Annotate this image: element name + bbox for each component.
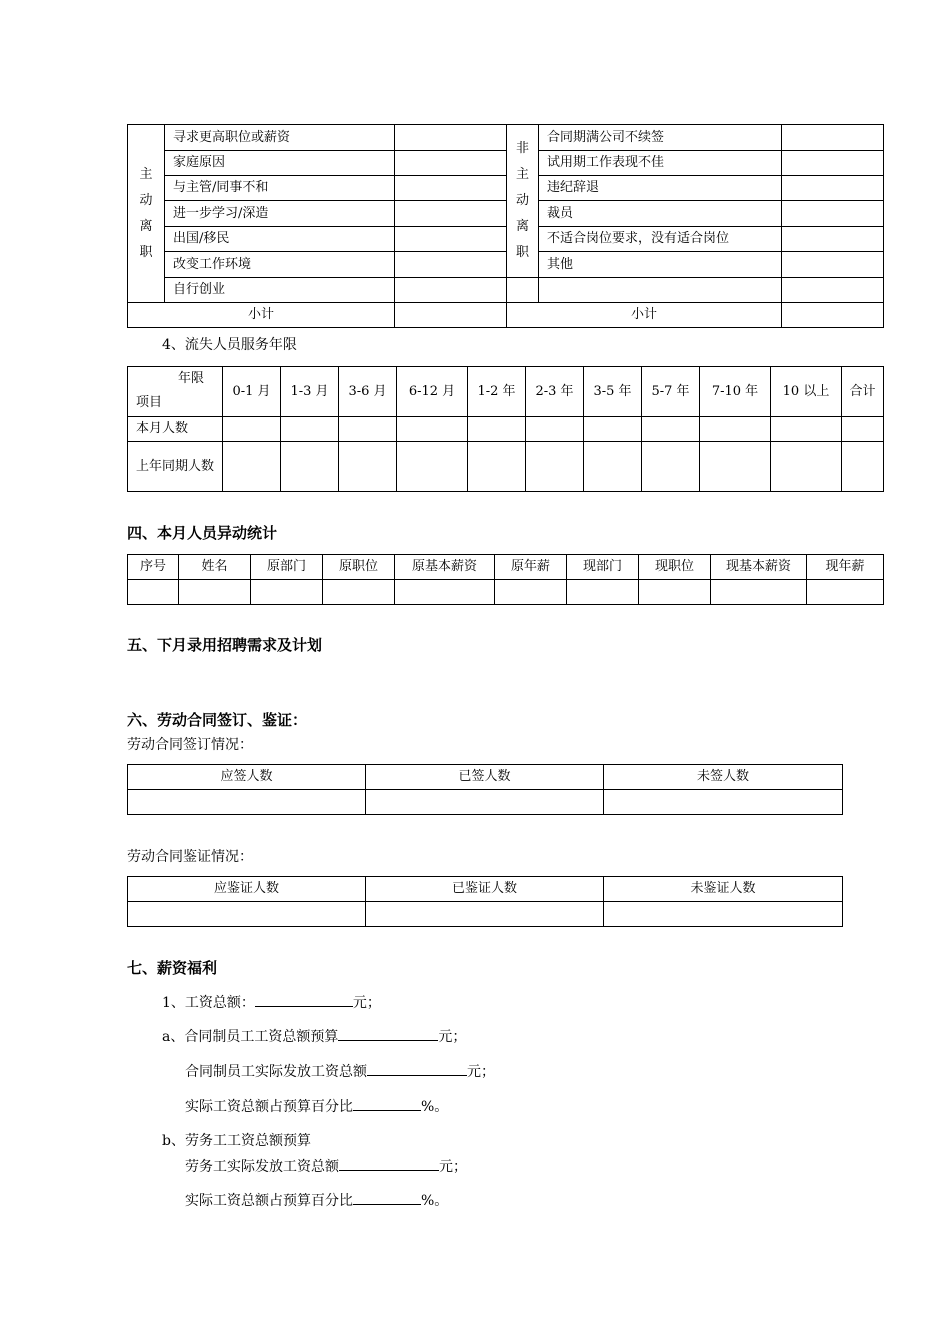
column-header: 合计: [842, 367, 884, 417]
reason-item: 合同期满公司不续签: [539, 125, 782, 151]
data-cell[interactable]: [366, 790, 604, 815]
data-cell[interactable]: [397, 417, 468, 442]
column-header: 1-3 月: [281, 367, 339, 417]
service-years-heading: 4、流失人员服务年限: [162, 337, 297, 353]
empty-cell: [507, 278, 539, 303]
reason-item: 出国/移民: [165, 227, 395, 252]
labor-percent-label: 实际工资总额占预算百分比: [185, 1193, 353, 1209]
contract-sign-table: [127, 764, 843, 815]
data-cell[interactable]: [128, 902, 366, 927]
column-header: 7-10 年: [700, 367, 771, 417]
voluntary-label: 主 动 离 职: [128, 125, 165, 303]
data-cell[interactable]: [842, 442, 884, 492]
contract-budget-label: a、合同制员工工资总额预算: [162, 1029, 339, 1045]
row-header: 本月人数: [128, 417, 223, 442]
salary-line-a3: [185, 1096, 448, 1116]
column-header: 已签人数: [366, 765, 604, 790]
column-header: 1-2 年: [468, 367, 526, 417]
column-header: 现职位: [639, 555, 711, 580]
contract-percent-blank[interactable]: [353, 1096, 421, 1111]
data-cell[interactable]: [495, 580, 567, 605]
reason-item: 试用期工作表现不佳: [539, 151, 782, 176]
section5-title: 五、下月录用招聘需求及计划: [127, 636, 323, 654]
reason-count-cell[interactable]: [395, 252, 507, 278]
verify-status-label: 劳动合同鉴证情况：: [127, 849, 253, 865]
data-cell[interactable]: [642, 417, 700, 442]
column-header: 5-7 年: [642, 367, 700, 417]
column-header: 现年薪: [807, 555, 884, 580]
reason-item: 寻求更高职位或薪资: [165, 125, 395, 151]
contract-verify-table: [127, 876, 843, 927]
column-header: 0-1 月: [223, 367, 281, 417]
column-header: 原职位: [323, 555, 395, 580]
column-header: 10 以上: [771, 367, 842, 417]
data-cell[interactable]: [251, 580, 323, 605]
data-cell[interactable]: [223, 442, 281, 492]
labor-actual-blank[interactable]: [339, 1156, 439, 1171]
column-header: 6-12 月: [397, 367, 468, 417]
total-salary-blank[interactable]: [255, 992, 353, 1007]
column-header: 未鉴证人数: [604, 877, 843, 902]
data-cell[interactable]: [339, 417, 397, 442]
reason-count-cell[interactable]: [395, 201, 507, 227]
data-cell[interactable]: [281, 442, 339, 492]
section6-title: 六、劳动合同签订、鉴证：: [127, 711, 308, 729]
subtotal-label: 小计: [128, 303, 395, 328]
departure-reasons-table: [127, 124, 884, 328]
column-header: 序号: [128, 555, 179, 580]
data-cell[interactable]: [468, 442, 526, 492]
data-cell[interactable]: [584, 442, 642, 492]
reason-item: 改变工作环境: [165, 252, 395, 278]
personnel-change-table: [127, 554, 884, 605]
reason-count-cell[interactable]: [782, 125, 884, 151]
data-cell[interactable]: [771, 417, 842, 442]
data-cell[interactable]: [526, 417, 584, 442]
column-header: 现基本薪资: [711, 555, 807, 580]
column-header: 3-6 月: [339, 367, 397, 417]
subtotal-cell[interactable]: [782, 303, 884, 328]
data-cell[interactable]: [281, 417, 339, 442]
column-header: 2-3 年: [526, 367, 584, 417]
reason-item: 自行创业: [165, 278, 395, 303]
data-cell[interactable]: [223, 417, 281, 442]
reason-count-cell[interactable]: [782, 252, 884, 278]
data-cell[interactable]: [700, 417, 771, 442]
data-cell[interactable]: [604, 790, 843, 815]
unit-yuan: 元；: [438, 1029, 467, 1045]
reason-count-cell[interactable]: [782, 201, 884, 227]
data-cell[interactable]: [642, 442, 700, 492]
column-header: 3-5 年: [584, 367, 642, 417]
reason-count-cell[interactable]: [395, 278, 507, 303]
salary-line-b: [162, 1130, 311, 1150]
data-cell[interactable]: [323, 580, 395, 605]
column-header: 原部门: [251, 555, 323, 580]
column-header: 姓名: [179, 555, 251, 580]
data-cell[interactable]: [468, 417, 526, 442]
data-cell[interactable]: [771, 442, 842, 492]
salary-line-1: [162, 992, 381, 1012]
reason-count-cell[interactable]: [395, 151, 507, 176]
empty-cell: [539, 278, 782, 303]
reason-count-cell[interactable]: [782, 278, 884, 303]
data-cell[interactable]: [366, 902, 604, 927]
reason-count-cell[interactable]: [395, 125, 507, 151]
unit-yuan: 元；: [439, 1159, 467, 1175]
reason-count-cell[interactable]: [782, 176, 884, 201]
labor-percent-blank[interactable]: [353, 1190, 421, 1205]
row-header: 上年同期人数: [128, 442, 223, 492]
column-header: 应签人数: [128, 765, 366, 790]
column-header: 现部门: [567, 555, 639, 580]
corner-header: 年限 项目: [128, 367, 223, 417]
section7-title: 七、薪资福利: [127, 959, 218, 977]
contract-actual-blank[interactable]: [367, 1061, 467, 1076]
data-cell[interactable]: [711, 580, 807, 605]
reason-count-cell[interactable]: [395, 176, 507, 201]
unit-yuan: 元；: [467, 1064, 495, 1080]
data-cell[interactable]: [339, 442, 397, 492]
column-header: 未签人数: [604, 765, 843, 790]
salary-line-a: [162, 1026, 466, 1046]
reason-item: 进一步学习/深造: [165, 201, 395, 227]
salary-line-b2: [185, 1156, 467, 1176]
total-salary-label: 1、工资总额：: [162, 995, 255, 1011]
unit-percent: %。: [421, 1193, 449, 1209]
data-cell[interactable]: [567, 580, 639, 605]
reason-item: 裁员: [539, 201, 782, 227]
reason-item: 违纪辞退: [539, 176, 782, 201]
column-header: 原基本薪资: [395, 555, 495, 580]
data-cell[interactable]: [128, 580, 179, 605]
contract-percent-label: 实际工资总额占预算百分比: [185, 1099, 353, 1115]
contract-budget-blank[interactable]: [338, 1026, 438, 1041]
salary-line-a2: [185, 1061, 495, 1081]
column-header: 原年薪: [495, 555, 567, 580]
labor-budget-label: b、劳务工工资总额预算: [162, 1133, 311, 1149]
labor-actual-label: 劳务工实际发放工资总额: [185, 1159, 339, 1175]
data-cell[interactable]: [639, 580, 711, 605]
involuntary-label: 非 主 动 离 职: [507, 125, 539, 278]
reason-count-cell[interactable]: [782, 151, 884, 176]
subtotal-label: 小计: [507, 303, 782, 328]
reason-item: 与主管/同事不和: [165, 176, 395, 201]
reason-item: 不适合岗位要求，没有适合岗位: [539, 227, 782, 252]
data-cell[interactable]: [179, 580, 251, 605]
data-cell[interactable]: [128, 790, 366, 815]
sign-status-label: 劳动合同签订情况：: [127, 737, 253, 753]
data-cell[interactable]: [584, 417, 642, 442]
data-cell[interactable]: [604, 902, 843, 927]
salary-line-b3: [185, 1190, 448, 1210]
reason-count-cell[interactable]: [395, 227, 507, 252]
data-cell[interactable]: [526, 442, 584, 492]
section4-title: 四、本月人员异动统计: [127, 524, 278, 542]
column-header: 应鉴证人数: [128, 877, 366, 902]
reason-item: 其他: [539, 252, 782, 278]
reason-count-cell[interactable]: [782, 227, 884, 252]
data-cell[interactable]: [397, 442, 468, 492]
subtotal-cell[interactable]: [395, 303, 507, 328]
unit-yuan: 元；: [352, 995, 381, 1011]
service-years-table: [127, 366, 884, 492]
data-cell[interactable]: [395, 580, 495, 605]
contract-actual-label: 合同制员工实际发放工资总额: [185, 1064, 367, 1080]
reason-item: 家庭原因: [165, 151, 395, 176]
column-header: 已鉴证人数: [366, 877, 604, 902]
data-cell[interactable]: [700, 442, 771, 492]
data-cell[interactable]: [807, 580, 884, 605]
data-cell[interactable]: [842, 417, 884, 442]
unit-percent: %。: [421, 1099, 449, 1115]
